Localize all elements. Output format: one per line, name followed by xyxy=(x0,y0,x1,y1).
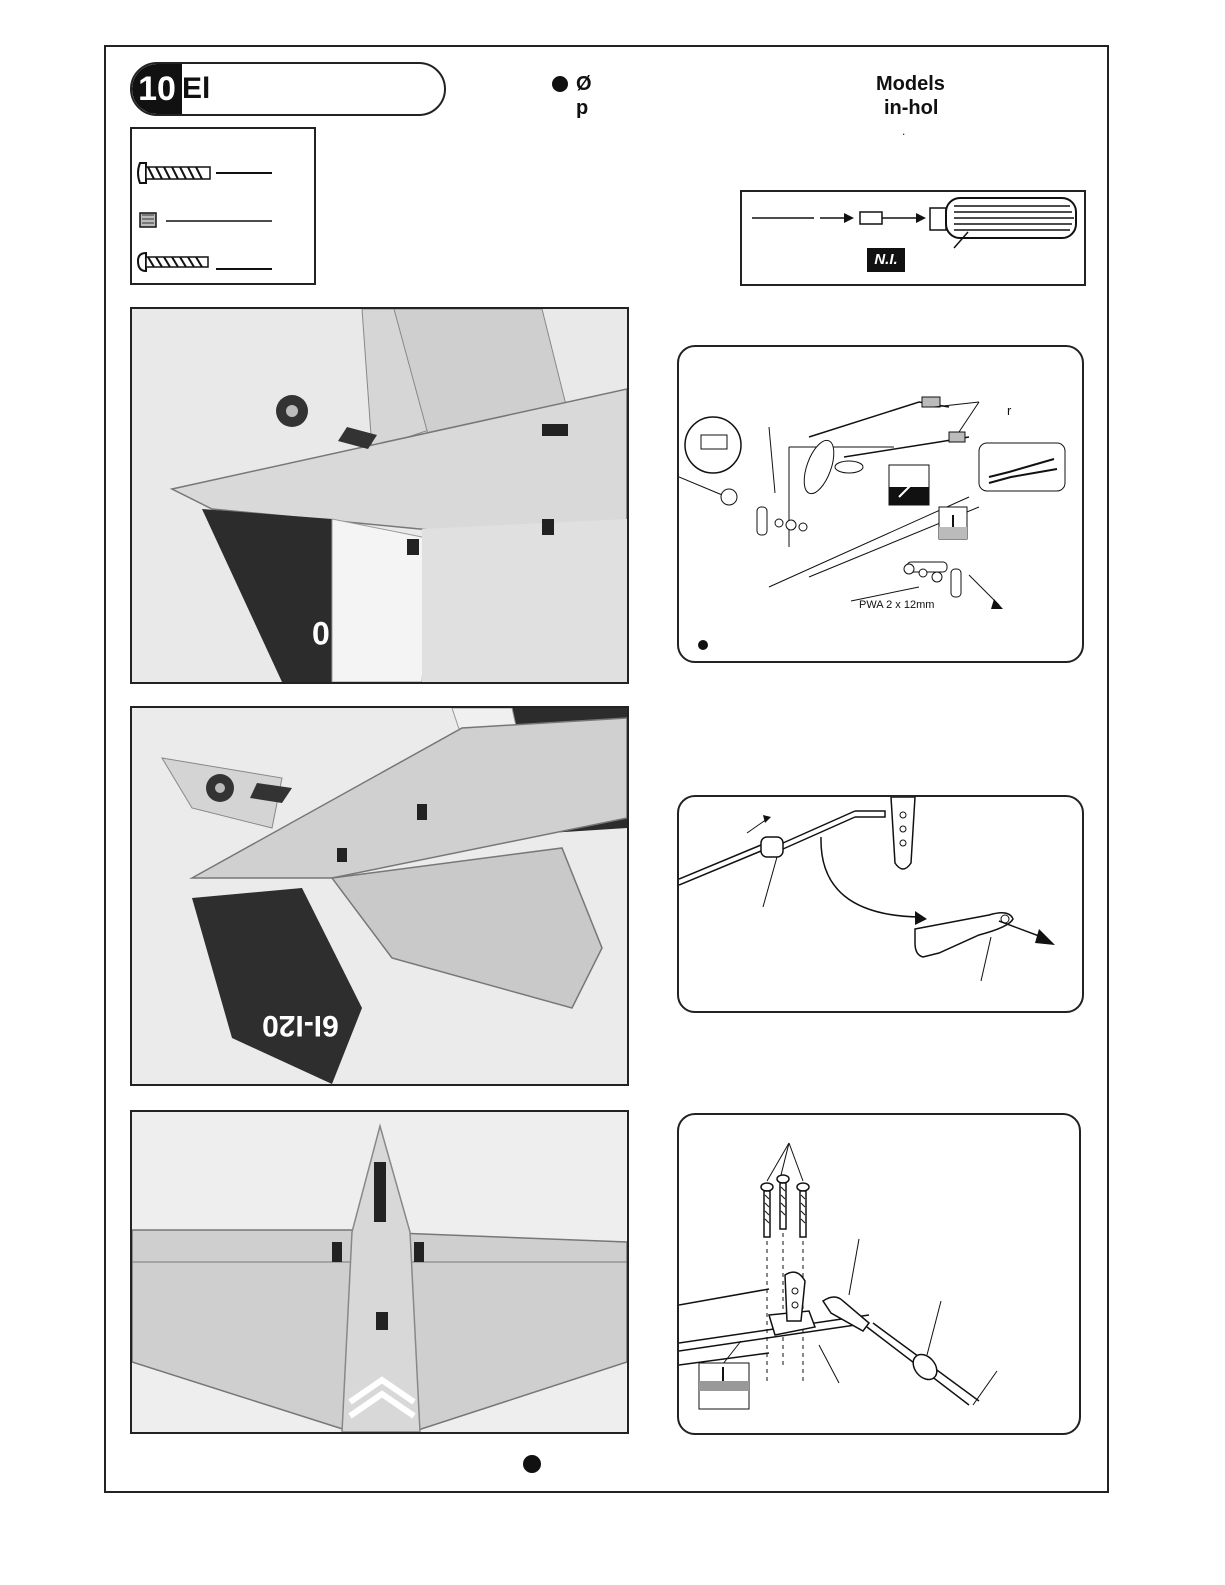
connector-sleeve xyxy=(761,837,783,857)
set-screw-icon xyxy=(140,213,272,227)
tail-marking: 0 xyxy=(312,615,330,651)
tool-box xyxy=(740,190,1086,286)
clevis xyxy=(915,913,1013,957)
tail-top-photo-illustration xyxy=(132,1112,627,1432)
bit-icon xyxy=(860,212,882,224)
bullet-dot xyxy=(552,76,568,92)
part-label: PWA 2 x 12mm xyxy=(859,599,935,611)
diagram-clevis-connection xyxy=(677,795,1084,1013)
screw-parts-illustration xyxy=(132,129,314,283)
pliers-callout xyxy=(979,443,1065,491)
tail-marking: 6I-I20 xyxy=(262,1009,339,1042)
step-number: 10 xyxy=(132,64,182,114)
diagram-elevator-linkage xyxy=(677,345,1084,663)
photo-tail-top xyxy=(130,1110,629,1434)
arrow-icon xyxy=(916,213,926,223)
note-line-2: p xyxy=(576,97,589,119)
ni-badge: N.I. xyxy=(867,248,905,272)
control-horn xyxy=(891,797,915,869)
elevator-linkage-illustration xyxy=(679,347,1082,661)
screw-icon xyxy=(138,253,272,271)
brand-line-1: Models xyxy=(876,73,945,95)
step-title: El xyxy=(182,72,211,105)
horn-mounting-illustration xyxy=(679,1115,1079,1433)
screw-icon xyxy=(138,163,272,183)
clevis-connection-illustration xyxy=(679,797,1082,1011)
photo-tail-underside xyxy=(130,706,629,1086)
screwdriver-handle-icon xyxy=(930,198,1076,238)
connector-sleeve xyxy=(908,1350,941,1384)
diagram-horn-mounting xyxy=(677,1113,1081,1435)
hex-driver-illustration xyxy=(742,192,1084,284)
pushrod xyxy=(679,845,761,879)
parts-box xyxy=(130,127,316,285)
control-horn xyxy=(785,1272,805,1321)
bullet-dot xyxy=(698,640,708,650)
page-indicator-dot xyxy=(523,1455,541,1473)
diagram-label-r: r xyxy=(1007,403,1012,418)
tail-side-photo-illustration xyxy=(132,309,627,682)
tail-underside-photo-illustration xyxy=(132,708,627,1084)
brand-line-3: . xyxy=(902,124,906,138)
arrow-icon xyxy=(844,213,854,223)
photo-tail-side xyxy=(130,307,629,684)
brand-line-2: in-hol xyxy=(884,97,939,119)
note-line-1: Ø xyxy=(576,73,592,95)
step-header xyxy=(130,62,446,116)
